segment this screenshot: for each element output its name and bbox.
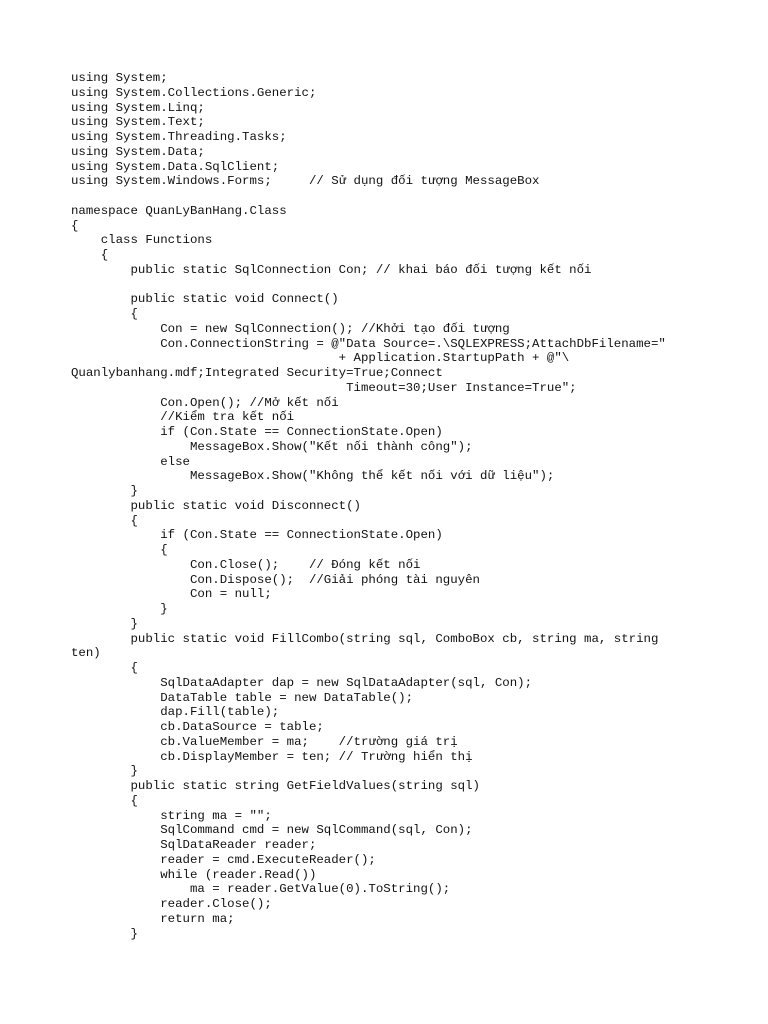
code-line: } bbox=[71, 926, 138, 941]
code-line: string ma = ""; bbox=[71, 808, 272, 823]
code-listing bbox=[71, 71, 711, 941]
code-line: { bbox=[71, 248, 109, 262]
code-line: using System.Threading.Tasks; bbox=[71, 130, 287, 144]
code-line: ma = reader.GetValue(0).ToString(); bbox=[71, 882, 451, 897]
code-line: using System.Linq; bbox=[71, 100, 205, 115]
code-line: Con.Open(); //Mở kết nối bbox=[71, 395, 339, 410]
code-line: Quanlybanhang.mdf;Integrated Security=True;Connect bbox=[71, 366, 443, 380]
code-line: using System.Data; bbox=[71, 144, 205, 159]
code-line: dap.Fill(table); bbox=[71, 705, 280, 720]
code-line: if (Con.State == ConnectionState.Open) bbox=[71, 425, 443, 439]
code-line: return ma; bbox=[71, 911, 235, 926]
code-line: Con = null; bbox=[71, 587, 272, 602]
code-line: using System; bbox=[71, 71, 168, 85]
code-line: { bbox=[71, 793, 138, 808]
code-line: reader.Close(); bbox=[71, 897, 272, 911]
code-line: SqlCommand cmd = new SqlCommand(sql, Con); bbox=[71, 823, 473, 838]
code-line: { bbox=[71, 218, 79, 233]
code-line: SqlDataReader reader; bbox=[71, 838, 317, 852]
code-line: cb.DisplayMember = ten; // Trường hiển thị bbox=[71, 749, 473, 764]
code-line: class Functions bbox=[71, 233, 213, 248]
code-line: } bbox=[71, 764, 138, 779]
code-line: } bbox=[71, 484, 138, 498]
code-line: using System.Data.SqlClient; bbox=[71, 159, 280, 174]
code-line: else bbox=[71, 454, 190, 469]
code-line: SqlDataAdapter dap = new SqlDataAdapter(sql, Con); bbox=[71, 675, 533, 690]
code-line: { bbox=[71, 307, 138, 321]
code-line: namespace QuanLyBanHang.Class bbox=[71, 203, 287, 218]
code-line: { bbox=[71, 543, 168, 557]
code-line: DataTable table = new DataTable(); bbox=[71, 690, 414, 705]
code-line: cb.DataSource = table; bbox=[71, 720, 324, 734]
code-line: public static SqlConnection Con; // khai báo đối tượng kết nối bbox=[71, 262, 592, 277]
code-line: public static string GetFieldValues(string sql) bbox=[71, 779, 480, 793]
code-line: cb.ValueMember = ma; //trường giá trị bbox=[71, 734, 458, 749]
code-line bbox=[71, 189, 711, 204]
code-line: + Application.StartupPath + @"\ bbox=[71, 351, 570, 366]
code-line: using System.Windows.Forms; // Sử dụng đối tượng MessageBox bbox=[71, 174, 540, 189]
code-line: Timeout=30;User Instance=True"; bbox=[71, 380, 577, 395]
code-line: reader = cmd.ExecuteReader(); bbox=[71, 852, 376, 867]
code-line: public static void Disconnect() bbox=[71, 498, 361, 513]
code-line: { bbox=[71, 661, 138, 675]
code-line: Con.ConnectionString = @"Data Source=.\SQLEXPRESS;AttachDbFilename=" bbox=[71, 336, 666, 351]
code-line: using System.Text; bbox=[71, 115, 205, 130]
code-line: Con.Dispose(); //Giải phóng tài nguyên bbox=[71, 572, 480, 587]
code-line: Con = new SqlConnection(); //Khởi tạo đối tượng bbox=[71, 321, 510, 336]
code-line: if (Con.State == ConnectionState.Open) bbox=[71, 528, 443, 543]
code-line: public static void FillCombo(string sql, ComboBox cb, string ma, string bbox=[71, 631, 659, 646]
code-line: { bbox=[71, 513, 138, 528]
code-line bbox=[71, 278, 711, 293]
code-line: } bbox=[71, 616, 138, 631]
code-line: ten) bbox=[71, 646, 101, 661]
code-line: MessageBox.Show("Không thể kết nối với dữ liệu"); bbox=[71, 469, 555, 484]
code-line: using System.Collections.Generic; bbox=[71, 85, 317, 100]
code-line: public static void Connect() bbox=[71, 292, 339, 307]
code-line: } bbox=[71, 602, 168, 616]
code-line: //Kiểm tra kết nối bbox=[71, 410, 295, 425]
code-line: while (reader.Read()) bbox=[71, 867, 317, 882]
code-line: MessageBox.Show("Kết nối thành công"); bbox=[71, 439, 473, 454]
code-line: Con.Close(); // Đóng kết nối bbox=[71, 557, 421, 572]
